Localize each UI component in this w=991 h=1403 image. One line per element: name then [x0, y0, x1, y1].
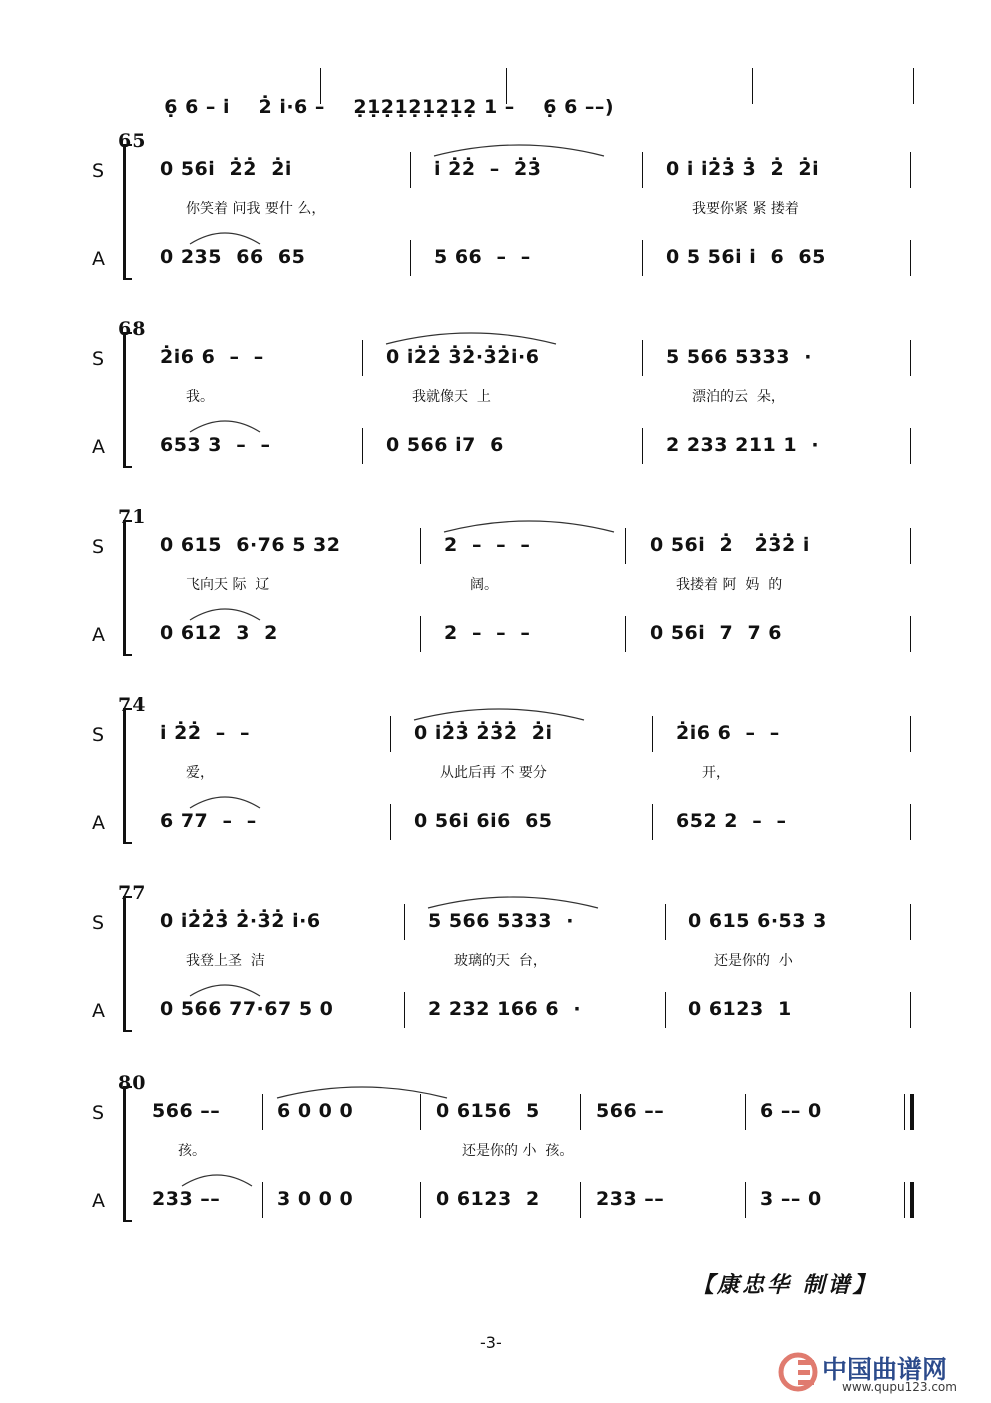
barline — [625, 528, 626, 564]
arranger-credit: 【康忠华 制谱】 — [692, 1272, 878, 1298]
slur — [428, 897, 598, 908]
soprano-lyrics: 我搂着 阿 妈 的 — [676, 577, 783, 593]
measure-number: 65 — [118, 130, 147, 152]
alto-label: A — [92, 1190, 105, 1212]
barline — [625, 616, 626, 652]
soprano-label: S — [92, 348, 105, 370]
system-bracket — [123, 896, 132, 1032]
slur — [190, 609, 260, 620]
alto-label: A — [92, 436, 105, 458]
measure-number: 68 — [118, 318, 147, 340]
soprano-measure-notes: 5 566 5333 · — [428, 910, 574, 932]
soprano-measure-notes: 5 566 5333 · — [666, 346, 812, 368]
barline — [580, 1094, 581, 1130]
barline — [910, 616, 911, 652]
soprano-measure-notes: 0 56i̇ 2̇2̇ 2̇i̇ — [160, 158, 292, 180]
barline — [642, 428, 643, 464]
barline — [404, 904, 405, 940]
system-bracket — [123, 144, 132, 280]
soprano-lyrics: 漂泊的云 朵， — [692, 389, 785, 405]
barline — [910, 1182, 914, 1218]
alto-measure-notes: 0 566 77·67 5 0 — [160, 998, 334, 1020]
barline — [642, 152, 643, 188]
watermark — [778, 1350, 988, 1395]
slur — [414, 709, 584, 720]
alto-measure-notes: 0 56i̇ 7 7 6 — [650, 622, 783, 644]
barline — [642, 240, 643, 276]
measure-number: 80 — [118, 1072, 147, 1094]
final-barline — [904, 1094, 905, 1130]
alto-measure-notes: 2 233 211 1 · — [666, 434, 820, 456]
barline — [910, 340, 911, 376]
system-bracket — [123, 520, 132, 656]
soprano-lyrics: 孩。 — [178, 1143, 206, 1159]
barline — [913, 68, 914, 104]
barline — [404, 992, 405, 1028]
barline — [420, 1182, 421, 1218]
soprano-measure-notes: 2̇i̇6 6 – – — [676, 722, 780, 744]
measure-number: 74 — [118, 694, 147, 716]
slur — [444, 521, 614, 532]
soprano-measure-notes: 0 i̇2̇3̇ 2̇3̇2̇ 2̇i̇ — [414, 722, 553, 744]
barline — [652, 804, 653, 840]
soprano-lyrics: 玻璃的天 台， — [454, 953, 547, 969]
slur — [182, 1175, 252, 1186]
soprano-measure-notes: 566 –– — [152, 1100, 221, 1122]
alto-measure-notes: 6 77 – – — [160, 810, 257, 832]
system-bracket — [123, 1086, 132, 1222]
barline — [390, 716, 391, 752]
barline — [910, 528, 911, 564]
soprano-measure-notes: i̇ 2̇2̇ – – — [160, 722, 251, 744]
soprano-lyrics: 我就像天 上 — [412, 389, 491, 405]
alto-label: A — [92, 1000, 105, 1022]
alto-measure-notes: 2 232 166 6 · — [428, 998, 582, 1020]
alto-measure-notes: 233 –– — [152, 1188, 221, 1210]
alto-measure-notes: 0 235 66 65 — [160, 246, 306, 268]
alto-measure-notes: 0 6123 2 — [436, 1188, 540, 1210]
alto-label: A — [92, 248, 105, 270]
barline — [362, 340, 363, 376]
alto-measure-notes: 0 5 56i̇ i̇ 6 65 — [666, 246, 826, 268]
page-number: -3- — [480, 1333, 502, 1352]
alto-measure-notes: 653 3 – – — [160, 434, 271, 456]
soprano-measure-notes: 0 56i̇ 2̇ 2̇3̇2̇ i̇ — [650, 534, 810, 556]
barline — [665, 992, 666, 1028]
barline — [420, 1094, 421, 1130]
barline — [642, 340, 643, 376]
barline — [910, 716, 911, 752]
soprano-label: S — [92, 724, 105, 746]
soprano-lyrics: 我。 — [186, 389, 214, 405]
alto-measure-notes: 0 612 3 2 — [160, 622, 278, 644]
soprano-measure-notes: 6 –– 0 — [760, 1100, 822, 1122]
measure-number: 71 — [118, 506, 147, 528]
system-bracket — [123, 708, 132, 844]
alto-label: A — [92, 812, 105, 834]
system-bracket — [123, 332, 132, 468]
measure-number: 77 — [118, 882, 147, 904]
barline — [262, 1094, 263, 1130]
barline — [652, 716, 653, 752]
slur — [190, 985, 260, 996]
barline — [910, 240, 911, 276]
barline — [752, 68, 753, 104]
barline — [420, 616, 421, 652]
soprano-lyrics: 还是你的 小 孩。 — [462, 1143, 574, 1159]
barline — [910, 1094, 914, 1130]
slur — [190, 421, 260, 432]
soprano-lyrics: 我要你紧 紧 搂着 — [692, 201, 799, 217]
soprano-measure-notes: 2 – – – — [444, 534, 531, 556]
barline — [506, 68, 507, 104]
watermark-url: www.qupu123.com — [842, 1380, 957, 1394]
alto-measure-notes: 5 66 – – — [434, 246, 531, 268]
alto-measure-notes: 3 0 0 0 — [277, 1188, 354, 1210]
slur — [434, 145, 604, 156]
barline — [420, 528, 421, 564]
watermark-logo-icon — [778, 1352, 822, 1392]
barline — [910, 804, 911, 840]
soprano-lyrics: 爱， — [186, 765, 214, 781]
soprano-measure-notes: 0 6156 5 — [436, 1100, 540, 1122]
barline — [910, 428, 911, 464]
alto-measure-notes: 0 566 i̇7 6 — [386, 434, 504, 456]
slur — [190, 797, 260, 808]
slur — [386, 333, 556, 344]
barline — [320, 68, 321, 104]
barline — [262, 1182, 263, 1218]
soprano-lyrics: 阔。 — [470, 577, 498, 593]
intro-notes — [150, 74, 614, 118]
watermark-brand: 中国曲谱网 — [822, 1355, 948, 1384]
soprano-lyrics: 飞向天 际 辽 — [186, 577, 270, 593]
barline — [910, 992, 911, 1028]
barline — [410, 240, 411, 276]
alto-measure-notes: 0 6123 1 — [688, 998, 792, 1020]
soprano-lyrics: 我登上圣 洁 — [186, 953, 265, 969]
barline — [665, 904, 666, 940]
final-barline — [904, 1182, 905, 1218]
barline — [745, 1094, 746, 1130]
intro-notes-text: 6̣ 6 – i̇ 2̇ i̇·6 – 2̣1̣2̣1̣2̣1̣2̣1̣2̣ 1 – 6̣ 6 ––) — [164, 96, 615, 118]
soprano-lyrics: 你笑着 问我 要什 么， — [186, 201, 326, 217]
soprano-lyrics: 还是你的 小 — [714, 953, 793, 969]
soprano-measure-notes: 0 i̇2̇2̇ 3̇2̇·3̇2̇i̇·6 — [386, 346, 540, 368]
soprano-label: S — [92, 160, 105, 182]
alto-measure-notes: 3 –– 0 — [760, 1188, 822, 1210]
soprano-measure-notes: 0 615 6·53 3 — [688, 910, 827, 932]
soprano-measure-notes: i̇ 2̇2̇ – 2̇3̇ — [434, 158, 542, 180]
soprano-measure-notes: 0 i̇ i̇2̇3̇ 3̇ 2̇ 2̇i̇ — [666, 158, 820, 180]
soprano-lyrics: 开， — [702, 765, 730, 781]
soprano-measure-notes: 6 0 0 0 — [277, 1100, 354, 1122]
alto-measure-notes: 0 56i̇ 6i̇6 65 — [414, 810, 553, 832]
barline — [362, 428, 363, 464]
soprano-measure-notes: 0 i̇2̇2̇3̇ 2̇·3̇2̇ i̇·6 — [160, 910, 321, 932]
soprano-measure-notes: 566 –– — [596, 1100, 665, 1122]
barline — [580, 1182, 581, 1218]
barline — [910, 152, 911, 188]
soprano-measure-notes: 0 615 6·76 5 32 — [160, 534, 341, 556]
soprano-label: S — [92, 912, 105, 934]
slur — [190, 233, 260, 244]
barline — [745, 1182, 746, 1218]
soprano-label: S — [92, 1102, 105, 1124]
soprano-measure-notes: 2̇i̇6 6 – – — [160, 346, 264, 368]
alto-label: A — [92, 624, 105, 646]
soprano-label: S — [92, 536, 105, 558]
alto-measure-notes: 2 – – – — [444, 622, 531, 644]
slur — [277, 1087, 447, 1098]
barline — [390, 804, 391, 840]
soprano-lyrics: 从此后再 不 要分 — [440, 765, 547, 781]
alto-measure-notes: 233 –– — [596, 1188, 665, 1210]
barline — [910, 904, 911, 940]
alto-measure-notes: 652 2 – – — [676, 810, 787, 832]
barline — [410, 152, 411, 188]
